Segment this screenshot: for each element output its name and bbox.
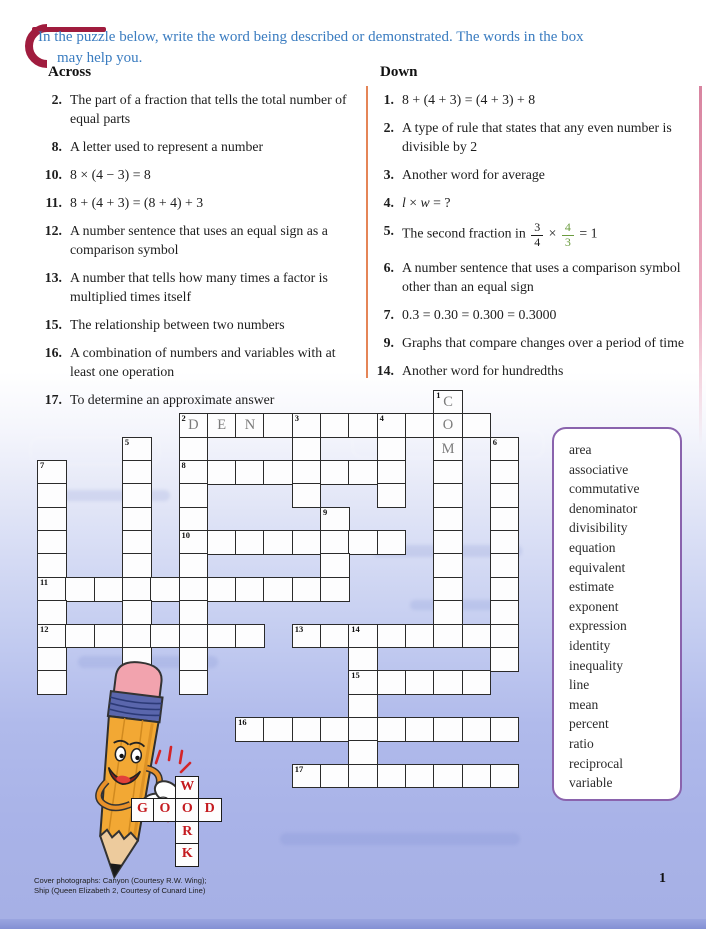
grid-cell-r16c14 [433,764,463,789]
clue-text: A letter used to represent a number [70,139,264,155]
good-work-letter: O [159,801,171,817]
clue-number: 12. [44,223,62,239]
page-edge-stripe [699,86,702,446]
grid-cell-r8c1 [65,577,95,602]
cell-letter: D [188,417,199,434]
cell-number: 14 [351,623,360,634]
grid-cell-r6c3 [122,530,152,555]
grid-cell-r8c2 [94,577,124,602]
grid-cell-r4c3 [122,483,152,508]
cell-number: 9 [323,506,328,517]
grid-cell-r1c12 [377,413,407,438]
clue-text: l × w = ? [402,195,451,211]
grid-cell-r6c5 [179,530,209,555]
clue-text: A type of rule that states that any even number is divisible by 2 [402,120,672,155]
clue-across-16 [36,343,360,381]
grid-cell-r10c12 [377,624,407,649]
grid-cell-r6c12 [377,530,407,555]
word-bank-item: inequality [569,657,623,673]
cell-number: 3 [294,413,299,424]
clue-number: 3. [383,167,394,183]
grid-cell-r7c14 [433,553,463,578]
grid-cell-r8c5 [179,577,209,602]
grid-cell-r4c12 [377,483,407,508]
grid-cell-r12c14 [433,670,463,695]
grid-cell-r10c2 [94,624,124,649]
grid-cell-r7c0 [37,553,67,578]
clue-text: Another word for hundredths [402,363,564,379]
grid-cell-r1c8 [263,413,293,438]
word-bank-item: equivalent [569,559,626,575]
cell-number: 12 [40,623,49,634]
grid-cell-r1c5 [179,413,209,438]
good-work-cell [153,798,177,822]
cell-number: 6 [492,436,498,447]
word-bank-item: identity [569,637,611,653]
grid-cell-r8c0 [37,577,67,602]
word-bank-item: percent [569,716,609,732]
clue-down-7 [368,305,698,324]
good-work-letter: O [181,801,193,817]
cell-number: 13 [294,623,304,634]
grid-cell-r16c10 [320,764,350,789]
good-work-cell [175,843,199,867]
grid-cell-r3c16 [490,460,520,485]
grid-cell-r16c13 [405,764,435,789]
grid-cell-r5c5 [179,507,209,532]
cell-number: 15 [351,670,360,681]
clue-number: 10. [44,167,62,183]
clue-number: 7. [383,307,394,323]
grid-cell-r9c16 [490,600,520,625]
clue-down-1 [368,90,698,109]
word-bank-item: associative [569,461,629,477]
clue-down-3 [368,165,698,184]
grid-cell-r3c11 [348,460,378,485]
word-bank-item: area [569,442,592,457]
grid-cell-r10c4 [150,624,180,649]
grid-cell-r10c11 [348,624,378,649]
grid-cell-r5c10 [320,507,350,532]
grid-cell-r8c4 [150,577,180,602]
clue-number: 4. [383,195,394,211]
cell-number: 5 [124,436,130,447]
clue-number: 2. [51,92,62,107]
clue-across-17 [36,390,360,409]
grid-cell-r6c10 [320,530,350,555]
clue-number: 16. [44,345,62,361]
grid-cell-r1c7 [235,413,265,438]
word-bank-item: equation [569,539,616,555]
grid-cell-r14c12 [377,717,407,742]
grid-cell-r8c3 [122,577,152,602]
cell-number: 16 [238,716,247,727]
grid-cell-r2c14 [433,437,463,462]
word-bank-item: reciprocal [569,755,623,771]
down-title: Down [380,64,418,80]
clue-down-9 [368,333,698,352]
word-bank-item: exponent [569,598,619,614]
grid-cell-r8c8 [263,577,293,602]
grid-cell-r14c9 [292,717,322,742]
cell-number: 8 [181,460,186,471]
good-work-cell [175,776,199,800]
word-bank-item: line [569,677,590,693]
cell-letter: M [441,440,455,457]
grid-cell-r11c16 [490,647,520,672]
clue-number: 2. [383,120,394,136]
grid-cell-r7c10 [320,553,350,578]
clue-text: A number sentence that uses a comparison symbol other than an equal sign [402,260,681,295]
word-bank-item: ratio [569,735,594,751]
word-bank-box [552,427,682,801]
grid-cell-r3c14 [433,460,463,485]
grid-cell-r10c5 [179,624,209,649]
clue-across-2 [36,90,360,128]
good-work-letter: D [204,801,215,817]
grid-cell-r14c15 [462,717,492,742]
cell-number: 1 [436,390,441,400]
grid-cell-r14c8 [263,717,293,742]
grid-cell-r12c11 [348,670,378,695]
grid-cell-r4c16 [490,483,520,508]
grid-cell-r13c11 [348,694,378,719]
grid-cell-r6c7 [235,530,265,555]
grid-cell-r1c9 [292,413,322,438]
grid-cell-r14c16 [490,717,520,742]
clue-down-5 [368,221,698,249]
grid-cell-r6c11 [348,530,378,555]
clue-number: 9. [383,335,394,351]
clue-text: 8 × (4 − 3) = 8 [70,167,151,183]
grid-cell-r16c15 [462,764,492,789]
grid-cell-r12c12 [377,670,407,695]
clue-number: 6. [383,260,394,276]
grid-cell-r10c7 [235,624,265,649]
bleed-through-artifact [280,833,520,845]
clue-text: 8 + (4 + 3) = (4 + 3) + 8 [402,92,536,107]
clue-number: 17. [44,392,62,408]
grid-cell-r10c10 [320,624,350,649]
good-work-cell [175,821,199,845]
grid-cell-r6c16 [490,530,520,555]
grid-cell-r14c10 [320,717,350,742]
clue-text: To determine an approximate answer [70,392,275,408]
grid-cell-r2c3 [122,437,152,462]
grid-cell-r10c16 [490,624,520,649]
grid-cell-r7c3 [122,553,152,578]
bleed-through-artifact [60,490,170,501]
across-title: Across [48,64,92,80]
grid-cell-r1c6 [207,413,237,438]
clue-across-8 [36,137,360,156]
grid-cell-r1c11 [348,413,378,438]
clue-text: A number sentence that uses an equal sign as a comparison symbol [70,223,328,258]
fraction: $\frac{3}{4}$ [531,221,543,249]
cell-number: 4 [379,413,384,424]
grid-cell-r16c11 [348,764,378,789]
grid-cell-r9c3 [122,600,152,625]
grid-cell-r10c14 [433,624,463,649]
grid-cell-r9c0 [37,600,67,625]
grid-cell-r8c9 [292,577,322,602]
footer-credits: Cover photographs: Canyon (Courtesy R.W. Wing); Ship (Queen Elizabeth 2, Courtesy of Cunard Line) [34,876,207,896]
clue-text: A combination of numbers and variables with at least one operation [70,345,336,380]
grid-cell-r14c14 [433,717,463,742]
grid-cell-r16c9 [292,764,322,789]
clue-down-6 [368,258,698,296]
grid-cell-r7c16 [490,553,520,578]
clue-number: 5. [383,223,394,239]
clue-down-2 [368,118,698,156]
grid-cell-r4c14 [433,483,463,508]
clue-across-10 [36,165,360,184]
clue-across-11 [36,193,360,212]
word-bank-item: denominator [569,500,638,516]
fraction: $\frac{4}{3}$ [562,221,574,249]
word-bank-item: mean [569,696,599,712]
grid-cell-r3c5 [179,460,209,485]
grid-cell-r15c11 [348,740,378,765]
clue-across-12 [36,221,360,259]
clue-text: Graphs that compare changes over a period of time [402,335,684,351]
grid-cell-r1c13 [405,413,435,438]
cell-number: 2 [181,413,186,424]
grid-cell-r6c0 [37,530,67,555]
good-work-cell [175,798,199,822]
grid-cell-r12c13 [405,670,435,695]
grid-cell-r0c14 [433,390,463,415]
grid-cell-r16c12 [377,764,407,789]
clue-text: 8 + (4 + 3) = (8 + 4) + 3 [70,195,204,211]
grid-cell-r14c11 [348,717,378,742]
clue-text: A number that tells how many times a factor is multiplied times itself [70,270,328,305]
cell-letter: C [443,394,453,410]
grid-cell-r3c8 [263,460,293,485]
word-bank-item: variable [569,775,613,791]
clue-number: 1. [383,92,394,107]
good-work-cell [198,798,222,822]
grid-cell-r3c10 [320,460,350,485]
bottom-edge-bar [0,919,706,929]
down-column [368,64,698,389]
grid-cell-r1c14 [433,413,463,438]
grid-cell-r5c16 [490,507,520,532]
grid-cell-r11c11 [348,647,378,672]
grid-cell-r2c5 [179,437,209,462]
clue-down-4 [368,193,698,212]
grid-cell-r3c3 [122,460,152,485]
clue-number: 8. [51,139,62,155]
grid-cell-r4c9 [292,483,322,508]
good-work-letter: G [137,801,148,817]
grid-cell-r6c9 [292,530,322,555]
grid-cell-r6c14 [433,530,463,555]
grid-cell-r3c0 [37,460,67,485]
cell-number: 11 [40,576,49,587]
grid-cell-r4c5 [179,483,209,508]
good-work-cell [131,798,155,822]
grid-cell-r6c6 [207,530,237,555]
grid-cell-r8c10 [320,577,350,602]
instruction-text: In the puzzle below, write the word being described or demonstrated. The words in the box may help you. [38,29,584,66]
grid-cell-r4c0 [37,483,67,508]
grid-cell-r5c3 [122,507,152,532]
clue-number: 15. [44,317,62,333]
grid-cell-r10c1 [65,624,95,649]
grid-cell-r2c16 [490,437,520,462]
grid-cell-r8c6 [207,577,237,602]
clue-number: 11. [45,195,62,211]
good-work-letter: K [181,846,193,862]
grid-cell-r10c13 [405,624,435,649]
grid-cell-r5c14 [433,507,463,532]
clue-down-14 [368,361,698,380]
clue-text: Another word for average [402,167,545,183]
grid-cell-r5c0 [37,507,67,532]
word-bank-item: estimate [569,579,614,595]
cell-number: 7 [40,460,45,471]
grid-cell-r3c7 [235,460,265,485]
grid-cell-r2c9 [292,437,322,462]
across-column [36,64,360,418]
grid-cell-r8c16 [490,577,520,602]
clue-number: 14. [376,363,394,379]
cell-number: 10 [181,530,190,541]
grid-cell-r12c15 [462,670,492,695]
grid-cell-r14c13 [405,717,435,742]
grid-cell-r9c14 [433,600,463,625]
clue-text: The part of a fraction that tells the total number of equal parts [70,92,347,127]
cell-number: 17 [294,763,304,774]
cell-letter: O [442,417,454,434]
grid-cell-r2c12 [377,437,407,462]
grid-cell-r8c7 [235,577,265,602]
clue-across-15 [36,315,360,334]
grid-cell-r7c5 [179,553,209,578]
grid-cell-r3c6 [207,460,237,485]
grid-cell-r3c9 [292,460,322,485]
grid-cell-r10c9 [292,624,322,649]
grid-cell-r10c3 [122,624,152,649]
clue-across-13 [36,268,360,306]
grid-cell-r10c0 [37,624,67,649]
good-work-letter: W [180,779,195,794]
word-bank-item: commutative [569,481,640,497]
grid-cell-r9c5 [179,600,209,625]
clue-number: 13. [44,270,62,286]
cell-letter: E [217,417,227,434]
clue-text: The relationship between two numbers [70,317,285,333]
word-bank-item: expression [569,618,627,634]
word-bank-item: divisibility [569,520,628,536]
grid-cell-r1c15 [462,413,492,438]
page-number: 1 [659,871,666,886]
clue-text: 0.3 = 0.30 = 0.300 = 0.3000 [402,307,557,323]
cell-letter: N [244,417,256,434]
grid-cell-r3c12 [377,460,407,485]
grid-cell-r14c7 [235,717,265,742]
good-work-letter: R [182,823,193,839]
grid-cell-r10c6 [207,624,237,649]
grid-cell-r8c14 [433,577,463,602]
grid-cell-r1c10 [320,413,350,438]
grid-cell-r16c16 [490,764,520,789]
grid-cell-r10c15 [462,624,492,649]
clue-text: The second fraction in $\frac{3}{4}$ × $\frac{4}{3}$ = 1 [402,220,598,249]
grid-cell-r6c8 [263,530,293,555]
